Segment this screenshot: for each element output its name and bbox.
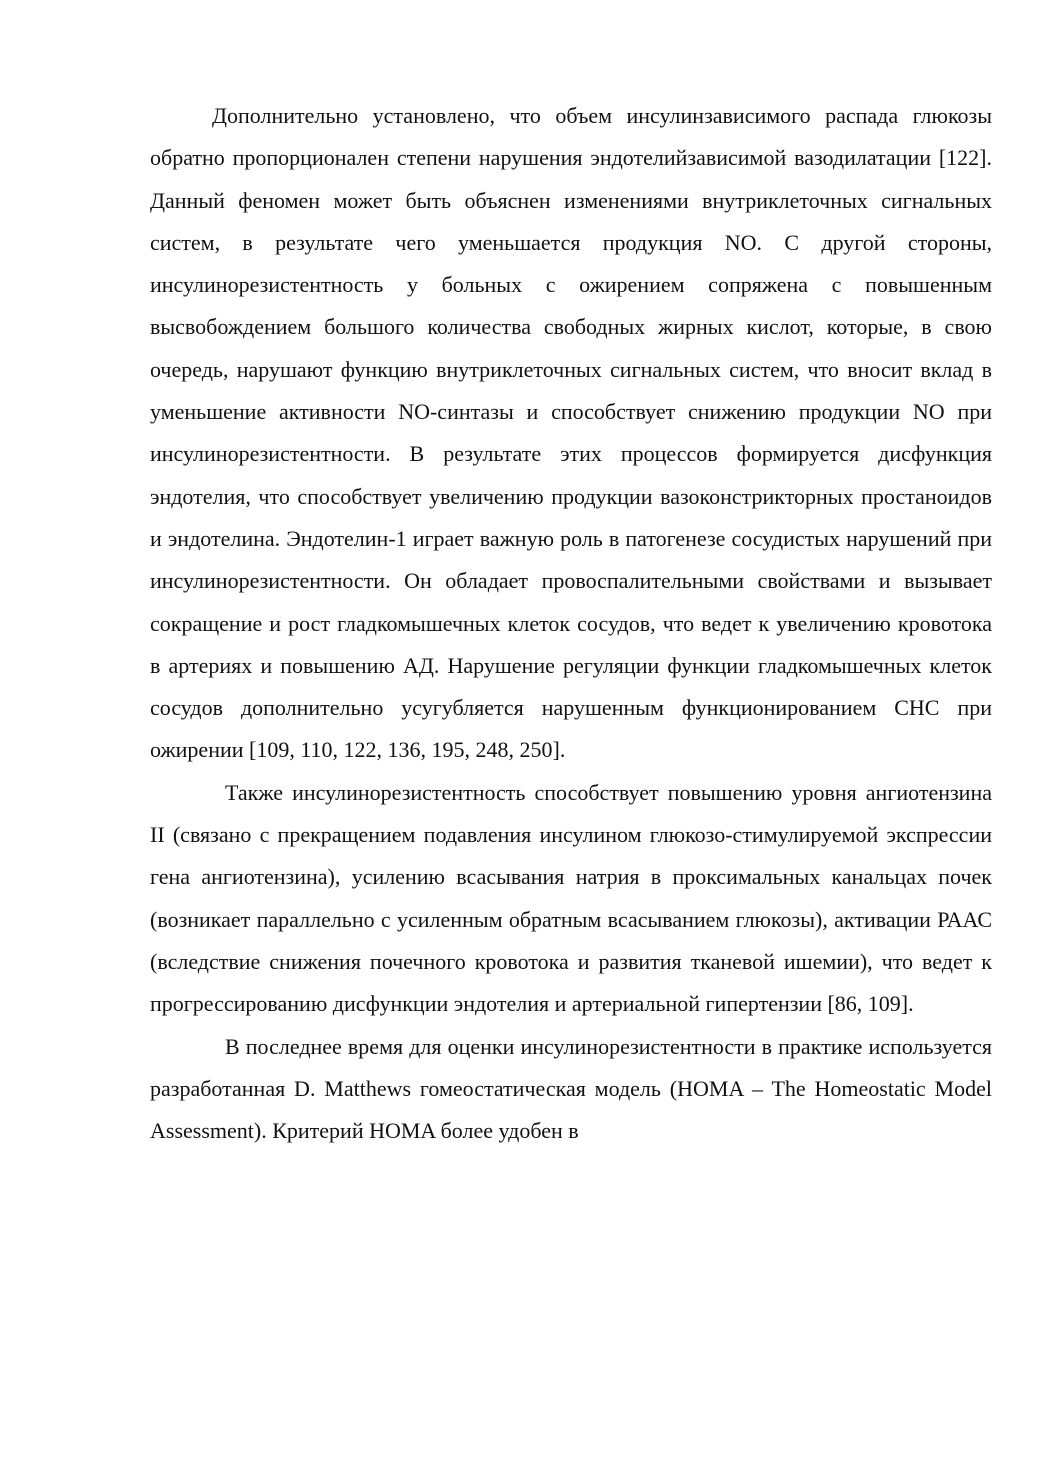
document-page (150, 95, 992, 1152)
paragraph-homa-model: В последнее время для оценки инсулинорезистентности в практике используется разработанная D. Matthews гомеостатическая модель (HOMA – The Homeostatic Model Assessment). Критерий HOMA более удобен в (150, 1033, 992, 1144)
paragraph-angiotensin: Также инсулинорезистентность способствует повышению уровня ангиотензина II (связано с прекращением подавления инсулином глюкозо-стимулируемой экспрессии гена ангиотензина), усилению всасывания натрия в проксимальных канальцах почек (возникает параллельно с усиленным обратным всасыванием глюкозы), активации РААС (вследствие снижения почечного кровотока и развития тканевой ишемии), что ведет к прогрессированию дисфункции эндотелия и артериальной гипертензии [86, 109]. (150, 779, 992, 1017)
paragraph-endothelial-dysfunction: Дополнительно установлено, что объем инсулинзависимого распада глюкозы обратно пропорционален степени нарушения эндотелийзависимой вазодилатации [122]. Данный феномен может быть объяснен изменениями внутриклеточных сигнальных систем, в результате чего уменьшается продукция NO. С другой стороны, инсулинорезистентность у больных с ожирением сопряжена с повышенным высвобождением большого количества свободных жирных кислот, которые, в свою очередь, нарушают функцию внутриклеточных сигнальных систем, что вносит вклад в уменьшение активности NO-синтазы и способствует снижению продукции NO при инсулинорезистентности. В результате этих процессов формируется дисфункция эндотелия, что способствует увеличению продукции вазоконстрикторных простаноидов и эндотелина. Эндотелин-1 играет важную роль в патогенезе сосудистых нарушений при инсулинорезистентности. Он обладает провоспалительными свойствами и вызывает сокращение и рост гладкомышечных клеток сосудов, что ведет к увеличению кровотока в артериях и повышению АД. Нарушение регуляции функции гладкомышечных клеток сосудов дополнительно усугубляется нарушенным функционированием СНС при ожирении [109, 110, 122, 136, 195, 248, 250]. (150, 103, 992, 763)
